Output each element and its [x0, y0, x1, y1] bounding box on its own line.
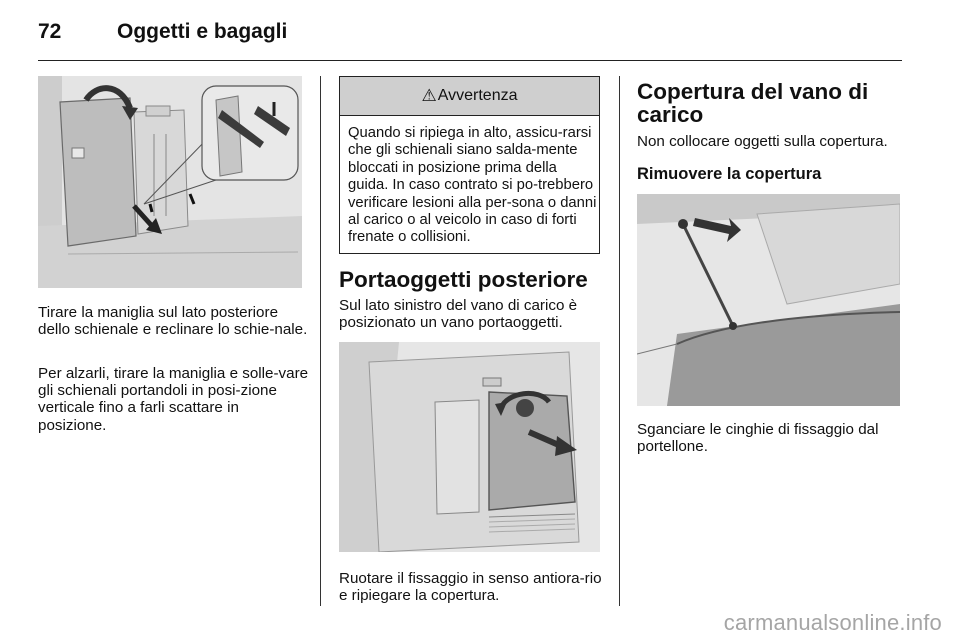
column-divider-right — [619, 76, 620, 606]
warning-text: Quando si ripiega in alto, assicu-rarsi che gli schienali siano salda-mente bloccati in posizione prima della guida. In caso contrato si po-trebbero verificare lesioni alla per-sona o danni al carico o al veicolo in caso di forti frenate o collisioni. — [348, 125, 597, 246]
column-divider-left — [320, 76, 321, 606]
instruction-fold: Tirare la maniglia sul lato posteriore dello schienale e reclinare lo schie-nale. — [38, 304, 308, 339]
cover-caption: Sganciare le cinghie di fissaggio dal portellone. — [637, 421, 879, 456]
seatback-fold-illustration — [38, 76, 302, 288]
cargo-cover-drawing — [637, 194, 900, 406]
cover-subheading: Rimuovere la copertura — [637, 165, 822, 183]
storage-compartment-illustration — [339, 342, 600, 552]
warning-triangle-icon: ⚠ — [421, 86, 437, 105]
warning-title: Avvertenza — [437, 87, 518, 104]
cover-intro: Non collocare oggetti sulla copertura. — [637, 133, 888, 150]
storage-intro: Sul lato sinistro del vano di carico è posizionato un vano portaoggetti. — [339, 297, 578, 332]
instruction-raise: Per alzarli, tirare la maniglia e solle-vare gli schienali portandoli in posi-zione verticale fino a farli scattare in posizione. — [38, 365, 309, 434]
warning-header — [340, 77, 599, 116]
storage-compartment-drawing — [339, 342, 600, 552]
watermark: carmanualsonline.info — [723, 610, 942, 635]
storage-caption: Ruotare il fissaggio in senso antiora-rio e ripiegare la copertura. — [339, 570, 602, 605]
page-title: Oggetti e bagagli — [117, 20, 288, 43]
warning-box — [339, 76, 600, 254]
section-heading-storage: Portaoggetti posteriore — [339, 267, 588, 292]
seatback-fold-drawing — [38, 76, 302, 288]
header-rule — [38, 60, 902, 61]
cargo-cover-illustration — [637, 194, 900, 406]
section-heading-cover: Copertura del vano di carico — [637, 79, 869, 127]
page-number: 72 — [38, 20, 62, 43]
page-header — [38, 14, 902, 50]
